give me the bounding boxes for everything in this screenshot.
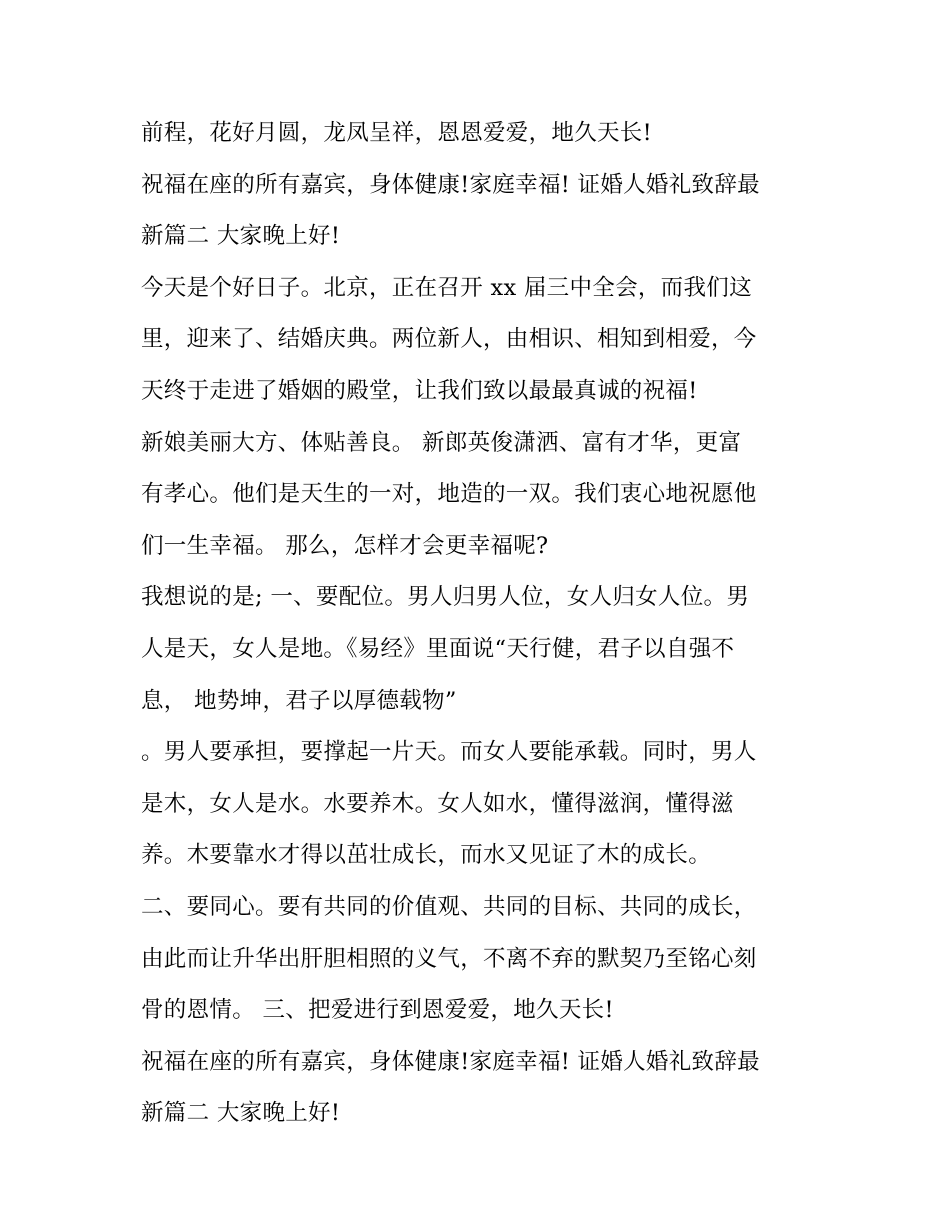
text-line: 今天是个好日子。北京，正在召开 xx 届三中全会，而我们这 (141, 274, 752, 301)
text-line: 新篇二 大家晚上好! (141, 1100, 341, 1127)
text-line: 祝福在座的所有嘉宾，身体健康!家庭幸福! 证婚人婚礼致辞最 (141, 171, 760, 198)
text-line: 祝福在座的所有嘉宾，身体健康!家庭幸福! 证婚人婚礼致辞最 (141, 1048, 760, 1075)
text-line: 新篇二 大家晚上好! (141, 223, 341, 250)
text-line: 骨的恩情。 三、把爱进行到恩爱爱，地久天长! (141, 997, 614, 1024)
text-line: 新娘美丽大方、体贴善良。 新郎英俊潇洒、富有才华，更富 (141, 429, 742, 456)
text-line: 天终于走进了婚姻的殿堂，让我们致以最最真诚的祝福! (141, 377, 698, 404)
text-line: 二、要同心。要有共同的价值观、共同的目标、共同的成长， (141, 893, 757, 920)
body-text (141, 108, 821, 1140)
text-line: 里，迎来了、结婚庆典。两位新人，由相识、相知到相爱，今 (141, 326, 757, 353)
text-line: 养。木要靠水才得以茁壮成长，而水又见证了木的成长。 (141, 842, 712, 869)
text-line: 是木，女人是水。水要养木。女人如水，懂得滋润，懂得滋 (141, 790, 734, 817)
text-line: 人是天，女人是地。《易经》里面说“天行健，君子以自强不 (141, 635, 735, 662)
text-line: 。男人要承担，要撑起一片天。而女人要能承载。同时，男人 (141, 739, 757, 766)
text-line: 有孝心。他们是天生的一对，地造的一双。我们衷心地祝愿他 (141, 481, 757, 508)
text-line: 由此而让升华出肝胆相照的义气，不离不弃的默契乃至铭心刻 (141, 945, 757, 972)
text-line: 前程，花好月圆，龙凤呈祥，恩恩爱爱，地久天长! (141, 120, 652, 146)
text-line: 我想说的是; 一、要配位。男人归男人位，女人归女人位。男 (141, 584, 750, 611)
text-line: 息， 地势坤，君子以厚德载物” (141, 687, 457, 714)
text-line: 们一生幸福。 那么，怎样才会更幸福呢? (141, 532, 549, 559)
